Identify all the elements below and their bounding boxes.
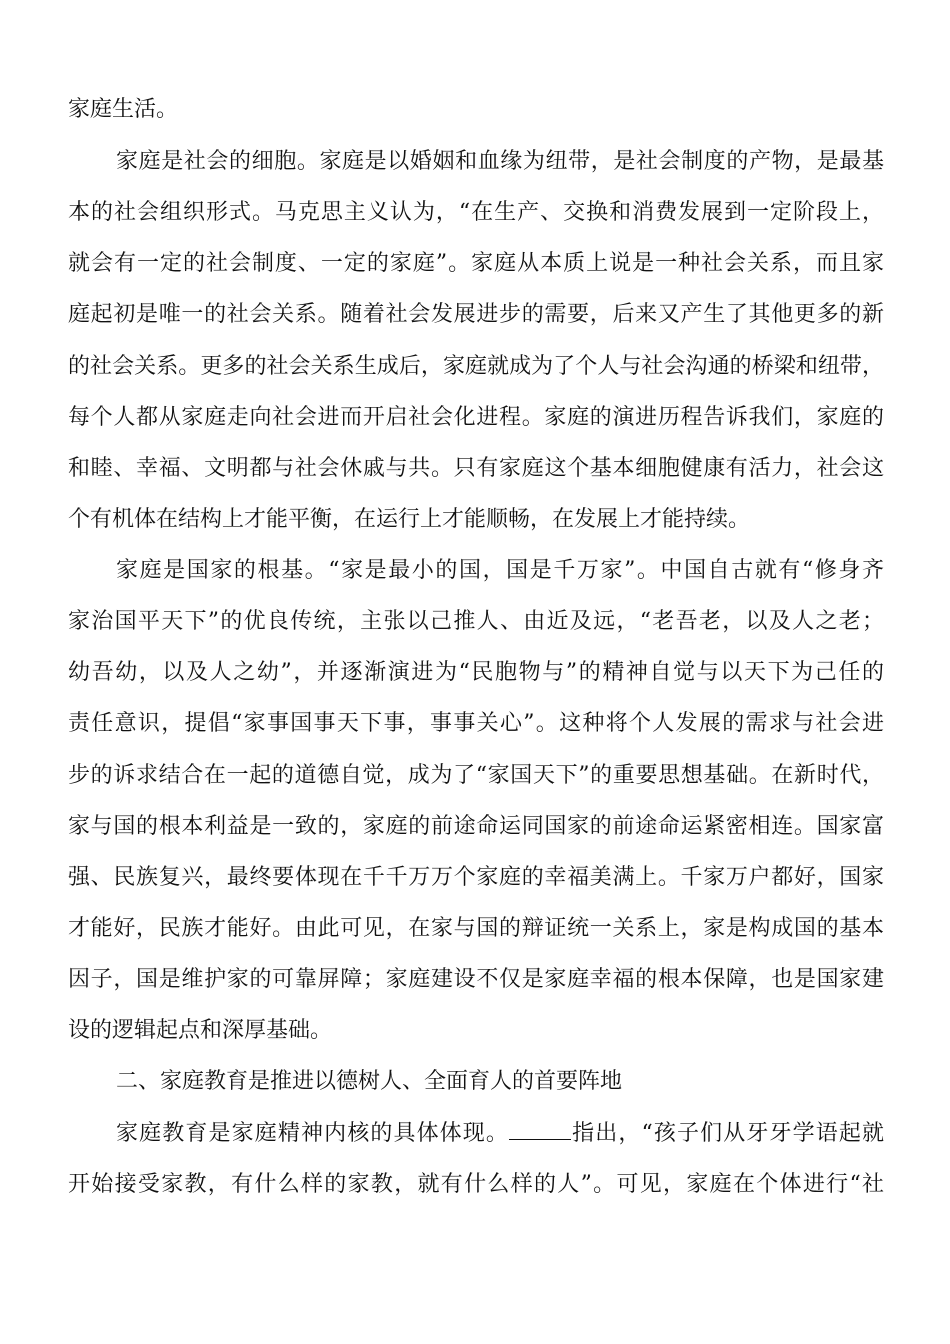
text-line: 每个人都从家庭走向社会进而开启社会化进程。家庭的演进历程告诉我们，家庭的 [68, 405, 884, 430]
text-line: 幼吾幼，以及人之幼”，并逐渐演进为“民胞物与”的精神自觉与以天下为己任的 [68, 660, 884, 685]
text-line: 责任意识，提倡“家事国事天下事，事事关心”。这种将个人发展的需求与社会进 [68, 711, 884, 736]
text-line: 强、民族复兴，最终要体现在千千万万个家庭的幸福美满上。千家万户都好，国家 [68, 865, 884, 890]
section-heading: 二、家庭教育是推进以德树人、全面育人的首要阵地 [116, 1069, 623, 1094]
text-line: 开始接受家教，有什么样的家教，就有什么样的人”。可见，家庭在个体进行“社 [68, 1172, 884, 1197]
text-line: 本的社会组织形式。马克思主义认为，“在生产、交换和消费发展到一定阶段上， [68, 200, 884, 225]
text-line: 家治国平天下”的优良传统，主张以己推人、由近及远，“老吾老，以及人之老； [68, 609, 884, 634]
text-line: 就会有一定的社会制度、一定的家庭”。家庭从本质上说是一种社会关系，而且家 [68, 251, 884, 276]
text-line: 个有机体在结构上才能平衡，在运行上才能顺畅，在发展上才能持续。 [68, 507, 751, 532]
text-line: 因子，国是维护家的可靠屏障；家庭建设不仅是家庭幸福的根本保障，也是国家建 [68, 967, 884, 992]
text-line: 家与国的根本利益是一致的，家庭的前途命运同国家的前途命运紧密相连。国家富 [68, 814, 884, 839]
text-line: 步的诉求结合在一起的道德自觉，成为了“家国天下”的重要思想基础。在新时代， [68, 763, 884, 788]
paragraph-start-line: 家庭是社会的细胞。家庭是以婚姻和血缘为纽带，是社会制度的产物，是最基 [116, 149, 884, 174]
fill-in-blank [509, 1119, 571, 1140]
text-line: 才能好，民族才能好。由此可见，在家与国的辩证统一关系上，家是构成国的基本 [68, 916, 884, 941]
text-line: 庭起初是唯一的社会关系。随着社会发展进步的需要，后来又产生了其他更多的新 [68, 302, 884, 327]
text-line: 的社会关系。更多的社会关系生成后，家庭就成为了个人与社会沟通的桥梁和纽带， [68, 354, 884, 379]
text-line: 和睦、幸福、文明都与社会休戚与共。只有家庭这个基本细胞健康有活力，社会这 [68, 456, 884, 481]
text-before-blank: 家庭教育是家庭精神内核的具体体现。 [116, 1121, 510, 1146]
paragraph-start-line [116, 1119, 884, 1149]
text-line: 设的逻辑起点和深厚基础。 [68, 1018, 333, 1043]
text-after-blank: 指出，“孩子们从牙牙学语起就 [571, 1121, 884, 1146]
text-line: 家庭生活。 [68, 97, 179, 122]
paragraph-start-line: 家庭是国家的根基。“家是最小的国，国是千万家”。中国自古就有“修身齐 [116, 558, 884, 583]
